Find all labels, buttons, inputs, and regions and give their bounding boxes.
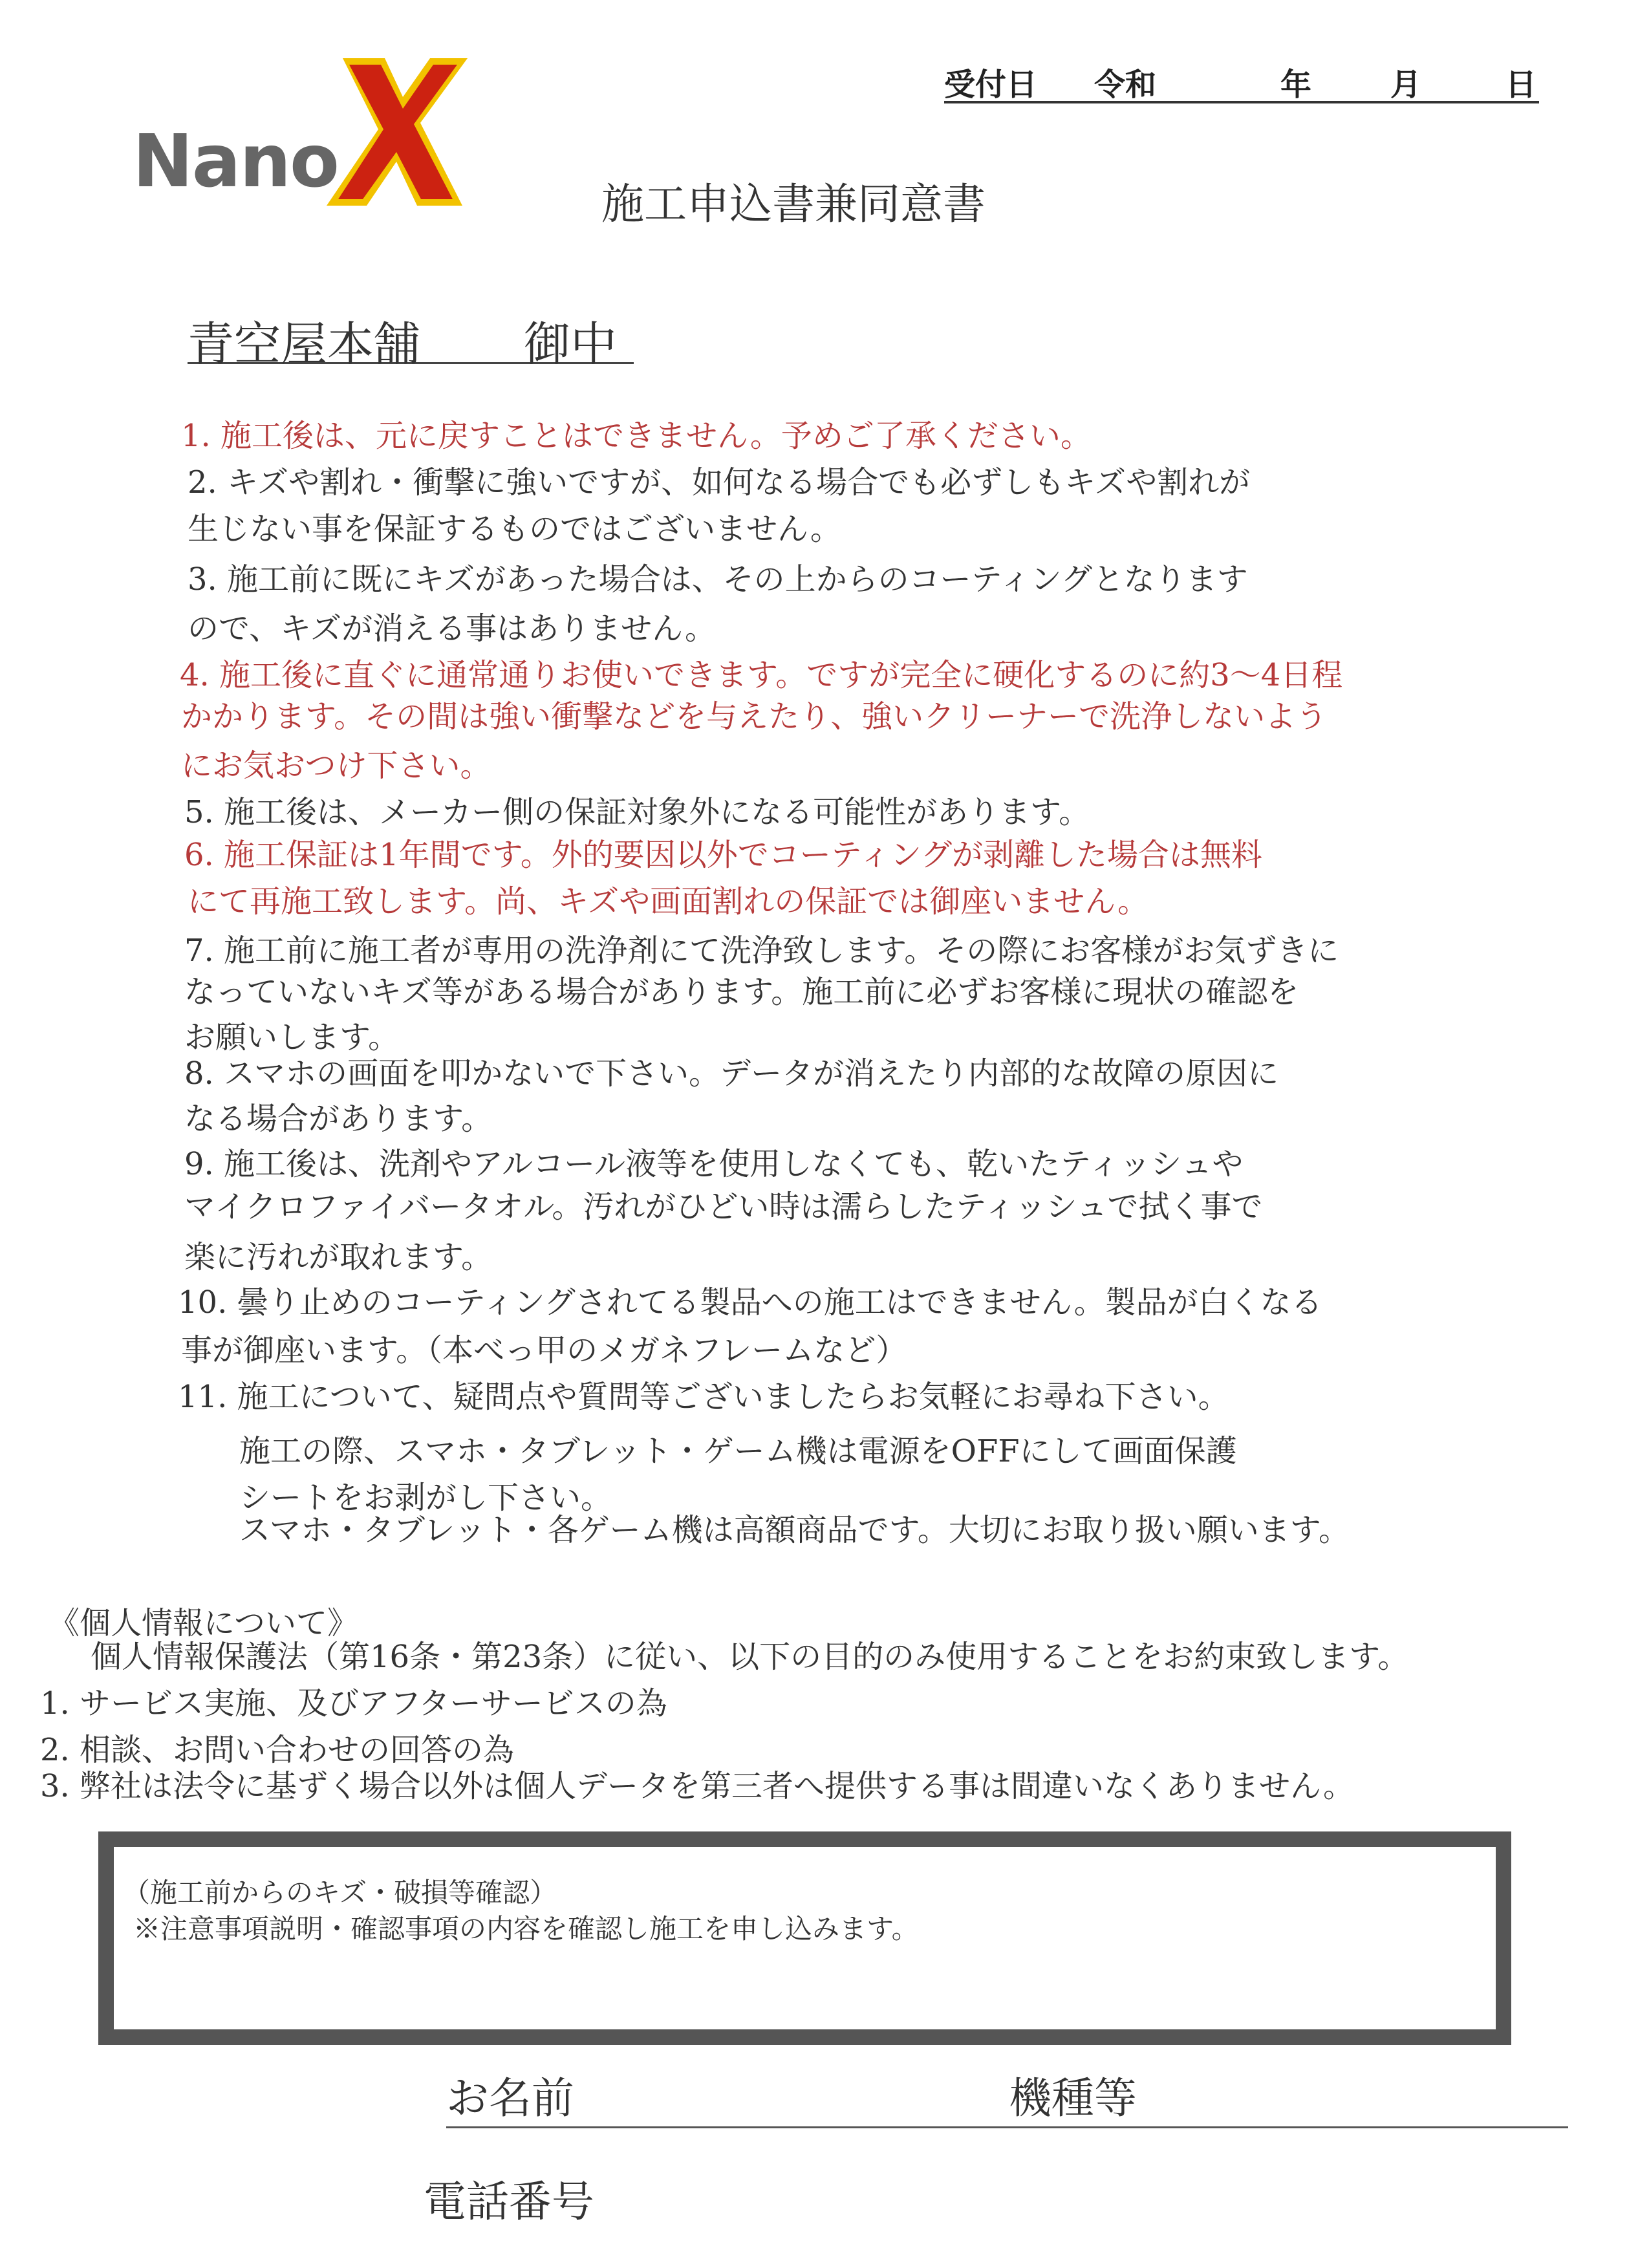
privacy-heading: 《個人情報について》	[48, 1605, 359, 1641]
note-line-3: スマホ・タブレット・各ゲーム機は高額商品です。大切にお取り扱い願います。	[239, 1512, 1350, 1548]
term-5-line-1: 5. 施工後は、メーカー側の保証対象外になる可能性があります。	[184, 794, 1090, 830]
privacy-item-3: 3. 弊社は法令に基ずく場合以外は個人データを第三者へ提供する事は間違いなくありません。	[40, 1768, 1354, 1804]
term-4-line-2: かかります。その間は強い衝撃などを与えたり、強いクリーナーで洗浄しないよう	[181, 698, 1328, 735]
recipient-name: 青空屋本舗	[188, 317, 421, 371]
term-8-line-2: なる場合があります。	[184, 1101, 493, 1137]
reception-date-field	[944, 59, 1539, 103]
privacy-item-2: 2. 相談、お問い合わせの回答の為	[40, 1732, 515, 1768]
name-label: お名前	[446, 2073, 574, 2123]
term-7-line-3: お願いします。	[184, 1019, 400, 1055]
phone-label: 電話番号	[424, 2177, 594, 2227]
confirmation-box[interactable]	[98, 1831, 1511, 2045]
term-8-line-1: 8. スマホの画面を叩かないで下さい。データが消えたり内部的な故障の原因に	[184, 1055, 1279, 1092]
term-9-line-3: 楽に汚れが取れます。	[184, 1239, 493, 1275]
name-model-field-line[interactable]	[446, 2126, 1568, 2128]
term-7-line-1: 7. 施工前に施工者が専用の洗浄剤にて洗浄致します。その際にお客様がお気ずきに	[184, 933, 1339, 969]
term-3-line-2: ので、キズが消える事はありません。	[188, 610, 716, 647]
reception-year: 年	[1280, 67, 1312, 103]
document-title: 施工申込書兼同意書	[601, 179, 986, 229]
logo-nano-text: Nano	[133, 120, 338, 204]
term-9-line-2: マイクロファイバータオル。汚れがひどい時は濡らしたティッシュで拭く事で	[184, 1189, 1263, 1225]
model-label: 機種等	[1009, 2073, 1137, 2123]
logo-x-mark	[314, 58, 469, 207]
note-line-2: シートをお剥がし下さい。	[239, 1480, 612, 1516]
term-7-line-2: なっていないキズ等がある場合があります。施工前に必ずお客様に現状の確認を	[184, 974, 1299, 1010]
term-10-line-2: 事が御座います。（本べっ甲のメガネフレームなど）	[181, 1332, 907, 1368]
recipient-honorific: 御中	[524, 317, 618, 371]
reception-date-label: 受付日	[944, 67, 1038, 103]
term-2-line-1: 2. キズや割れ・衝撃に強いですが、如何なる場合でも必ずしもキズや割れが	[188, 464, 1251, 501]
confirmation-line-2: ※注意事項説明・確認事項の内容を確認し施工を申し込みます。	[133, 1913, 919, 1945]
reception-month: 月	[1390, 67, 1422, 103]
confirmation-line-1: （施工前からのキズ・破損等確認）	[123, 1877, 557, 1908]
term-4-line-3: にお気おつけ下さい。	[181, 748, 491, 784]
term-6-line-2: にて再施工致します。尚、キズや画面割れの保証では御座いません。	[188, 883, 1149, 920]
reception-era: 令和	[1094, 67, 1157, 103]
term-1-line-1: 1. 施工後は、元に戻すことはできません。予めご了承ください。	[181, 418, 1092, 454]
term-9-line-1: 9. 施工後は、洗剤やアルコール液等を使用しなくても、乾いたティッシュや	[184, 1146, 1244, 1182]
reception-day: 日	[1505, 67, 1537, 103]
term-10-line-1: 10. 曇り止めのコーティングされてる製品への施工はできません。製品が白くなる	[178, 1284, 1322, 1321]
term-11-line-1: 11. 施工について、疑問点や質問等ございましたらお気軽にお尋ね下さい。	[178, 1379, 1229, 1415]
term-2-line-2: 生じない事を保証するものではございません。	[188, 511, 841, 547]
term-6-line-1: 6. 施工保証は1年間です。外的要因以外でコーティングが剥離した場合は無料	[184, 837, 1262, 873]
term-4-line-1: 4. 施工後に直ぐに通常通りお使いできます。ですが完全に硬化するのに約3～4日程	[180, 657, 1343, 693]
privacy-item-1: 1. サービス実施、及びアフターサービスの為	[40, 1685, 667, 1722]
privacy-intro: 個人情報保護法（第16条・第23条）に従い、以下の目的のみ使用することをお約束致します。	[91, 1639, 1409, 1675]
recipient	[188, 309, 634, 371]
nanox-logo	[126, 58, 475, 207]
term-3-line-1: 3. 施工前に既にキズがあった場合は、その上からのコーティングとなります	[188, 561, 1248, 598]
note-line-1: 施工の際、スマホ・タブレット・ゲーム機は電源をOFFにして画面保護	[239, 1433, 1237, 1469]
